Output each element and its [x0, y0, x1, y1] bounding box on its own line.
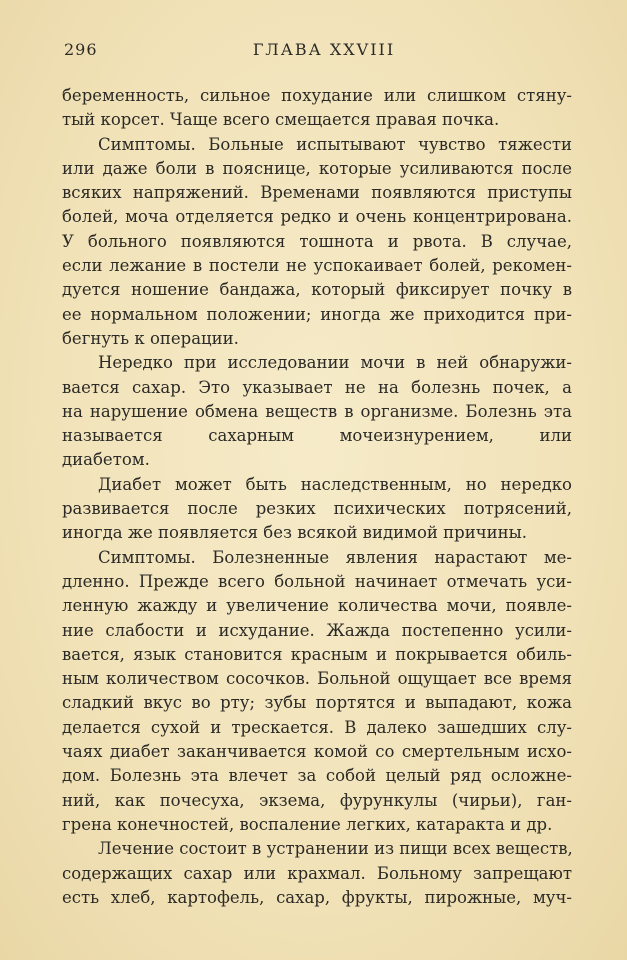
text-line: беременность, сильное похудание или слишком стяну- [62, 86, 572, 105]
text-line: грена конечностей, воспаление легких, катаракта и др. [62, 814, 553, 834]
text-line: вается сахар. Это указывает не на болезнь почек, а [62, 377, 572, 397]
text-line: содержащих сахар или крахмал. Больному запрещают [62, 863, 572, 883]
paragraph-first-line: Симптомы. Болезненные явления нарастают ме- [98, 547, 572, 567]
text-line: бегнуть к операции. [62, 328, 239, 348]
text-line: дуется ношение бандажа, который фиксирует почку в [62, 280, 572, 300]
text-line: тый корсет. Чаще всего смещается правая почка. [62, 110, 500, 130]
text-line: делается сухой и трескается. В далеко зашедших слу- [62, 717, 572, 737]
page-header [64, 40, 584, 64]
body-text [62, 84, 572, 910]
text-line: сладкий вкус во рту; зубы портятся и выпадают, кожа [62, 693, 572, 713]
text-line: ее нормальном положении; иногда же приходится при- [62, 304, 572, 324]
text-line: У больного появляются тошнота и рвота. В случае, [62, 231, 572, 251]
text-line: дленно. Прежде всего больной начинает отмечать уси- [62, 571, 572, 591]
paragraph-first-line: Лечение состоит в устранении из пищи всех веществ, [98, 839, 573, 859]
text-line: болей, моча отделяется редко и очень концентрирована. [62, 207, 572, 227]
text-line: или даже боли в пояснице, которые усиливаются после [62, 158, 572, 178]
text-line: чаях диабет заканчивается комой со смертельным исхо- [62, 742, 572, 762]
text-line: есть хлеб, картофель, сахар, фрукты, пирожные, муч- [62, 887, 572, 907]
text-line: ний, как почесуха, экзема, фурункулы (чирьи), ган- [62, 790, 572, 810]
paragraph-first-line: Нередко при исследовании мочи в ней обнаружи- [98, 353, 572, 373]
text-line: иногда же появляется без всякой видимой причины. [62, 523, 527, 543]
text-line: если лежание в постели не успокаивает болей, рекомен- [62, 256, 572, 276]
text-line: ленную жажду и увеличение количества мочи, появле- [62, 596, 572, 616]
text-line: на нарушение обмена веществ в организме. Болезнь эта [62, 401, 572, 421]
text-line: развивается после резких психических потрясений, [62, 499, 572, 519]
text-line: всяких напряжений. Временами появляются приступы [62, 183, 572, 203]
text-line: диабетом. [62, 450, 150, 470]
text-line: дом. Болезнь эта влечет за собой целый ряд осложне- [62, 766, 572, 786]
page-number: 296 [64, 40, 98, 59]
text-line: ние слабости и исхудание. Жажда постепенно усили- [62, 620, 572, 640]
text-line: ным количеством сосочков. Больной ощущает все время [62, 669, 572, 689]
text-line: называется сахарным мочеизнурением, или [62, 426, 572, 446]
chapter-title: ГЛАВА XXVIII [252, 40, 396, 59]
paragraph-first-line: Диабет может быть наследственным, но нередко [98, 474, 572, 494]
paragraph-first-line: Симптомы. Больные испытывают чувство тяжести [98, 134, 572, 154]
text-line: вается, язык становится красным и покрывается обиль- [62, 644, 572, 664]
